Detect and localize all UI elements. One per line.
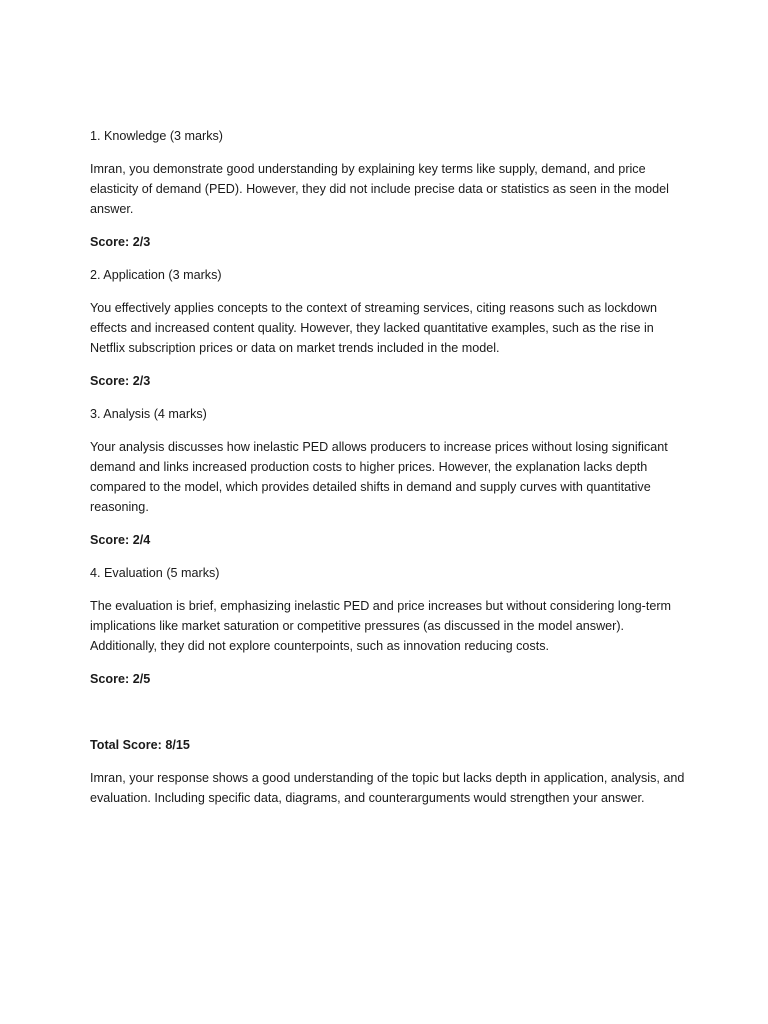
section-analysis [90,404,690,550]
section-body: Imran, you demonstrate good understanding by explaining key terms like supply, demand, and price elasticity of demand (PED). However, they did not include precise data or statistics as seen in the model answer. [90,162,669,216]
total-score: Total Score: 8/15 [90,738,190,752]
section-score: Score: 2/5 [90,672,151,686]
section-heading: 1. Knowledge (3 marks) [90,129,223,143]
section-score: Score: 2/4 [90,533,151,547]
section-score: Score: 2/3 [90,374,151,388]
section-body: Your analysis discusses how inelastic PED allows producers to increase prices without losing significant demand and links increased production costs to higher prices. However, the explanation lacks depth compared to the model, which provides detailed shifts in demand and supply curves with quantitative reasoning. [90,440,668,514]
section-heading: 2. Application (3 marks) [90,268,222,282]
section-application [90,265,690,391]
feedback-document [90,126,690,821]
summary-paragraph: Imran, your response shows a good understanding of the topic but lacks depth in application, analysis, and evaluation. Including specific data, diagrams, and counterarguments would strengthen your answer. [90,771,685,805]
blank-line [90,702,690,735]
section-body: You effectively applies concepts to the context of streaming services, citing reasons such as lockdown effects and increased content quality. However, they lacked quantitative examples, such as the rise in Netflix subscription prices or data on market trends included in the model. [90,301,658,355]
section-score: Score: 2/3 [90,235,151,249]
section-body: The evaluation is brief, emphasizing inelastic PED and price increases but without considering long-term implications like market saturation or competitive pressures (as discussed in the model answer). Additionally, they did not explore counterpoints, such as innovation reducing costs. [90,599,672,653]
section-heading: 4. Evaluation (5 marks) [90,566,220,580]
section-heading: 3. Analysis (4 marks) [90,407,207,421]
section-evaluation [90,563,690,689]
section-knowledge [90,126,690,252]
